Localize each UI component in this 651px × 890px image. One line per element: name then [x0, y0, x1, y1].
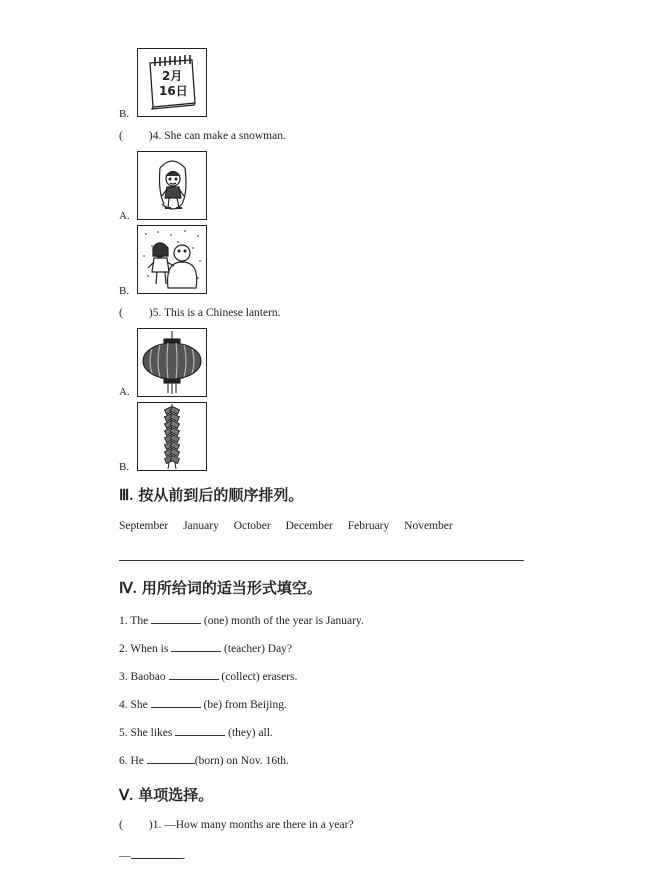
fill-item-before: 1. The — [119, 615, 149, 627]
question-text: She can make a snowman. — [164, 130, 286, 142]
month-word: December — [285, 520, 333, 532]
fill-item-4 — [119, 697, 287, 711]
month-word: September — [119, 520, 169, 532]
fill-blank[interactable] — [151, 697, 201, 708]
ordering-answer-line[interactable] — [119, 560, 524, 561]
answer-end: . — [182, 850, 186, 862]
q4-option-b-label: B. — [119, 285, 130, 297]
fill-item-before: 2. When is — [119, 643, 169, 655]
q5-option-b-label: B. — [119, 461, 130, 473]
girl-skipping-rope-icon — [138, 152, 206, 219]
month-word: October — [233, 520, 271, 532]
question-text: —How many months are there in a year? — [164, 819, 354, 831]
fill-item-after: (they) all. — [228, 727, 273, 739]
section-3-title: 按从前到后的顺序排列。 — [138, 486, 304, 504]
fill-item-after: (one) month of the year is January. — [203, 615, 364, 627]
q4-option-a-label: A. — [119, 210, 130, 222]
answer-dash: — — [119, 850, 131, 862]
fill-item-after: (collect) erasers. — [221, 671, 298, 683]
question-number: 5. — [152, 307, 162, 319]
section-3-numeral: Ⅲ. — [119, 488, 134, 504]
q3-option-b-label: B. — [119, 108, 130, 120]
q5-option-b-picture — [137, 402, 207, 471]
section-4-numeral: Ⅳ. — [119, 581, 137, 597]
fill-item-before: 6. He — [119, 755, 144, 767]
answer-paren-close: ) — [148, 307, 153, 319]
answer-line — [119, 848, 185, 862]
fill-item-after: (be) from Beijing. — [203, 699, 287, 711]
question-number: 1. — [152, 819, 162, 831]
fill-item-5 — [119, 725, 273, 739]
fill-item-before: 5. She likes — [119, 727, 173, 739]
fill-blank[interactable] — [147, 753, 195, 764]
q5-option-a-picture — [137, 328, 207, 397]
section-3-heading — [119, 484, 303, 505]
fill-blank[interactable] — [169, 669, 219, 680]
calendar-day: 16日 — [159, 84, 188, 98]
girl-with-snowman-icon — [138, 226, 206, 293]
fill-item-before: 4. She — [119, 699, 148, 711]
fill-blank[interactable] — [175, 725, 225, 736]
calendar-month: 2月 — [162, 69, 183, 83]
calendar-picture — [137, 48, 207, 117]
fill-item-after: (teacher) Day? — [224, 643, 293, 655]
section-5-title: 单项选择。 — [138, 786, 214, 804]
choice-question-1 — [119, 819, 354, 831]
answer-paren-close: ) — [148, 819, 153, 831]
answer-paren-close: ) — [148, 130, 153, 142]
fill-blank[interactable] — [171, 641, 221, 652]
month-word-list — [119, 520, 453, 532]
section-4-heading — [119, 577, 322, 598]
month-word: November — [404, 520, 453, 532]
q4-option-a-picture — [137, 151, 207, 220]
fill-item-6 — [119, 753, 289, 767]
q4-option-b-picture — [137, 225, 207, 294]
fill-item-before: 3. Baobao — [119, 671, 166, 683]
chinese-lantern-icon — [138, 329, 206, 396]
answer-paren-open: ( — [119, 307, 123, 319]
question-number: 4. — [152, 130, 162, 142]
question-4 — [119, 130, 286, 142]
question-text: This is a Chinese lantern. — [163, 307, 281, 319]
q5-option-a-label: A. — [119, 386, 130, 398]
section-5-numeral: Ⅴ. — [119, 788, 134, 804]
question-5 — [119, 307, 281, 319]
fill-item-2 — [119, 641, 292, 655]
month-word: January — [183, 520, 219, 532]
answer-blank-line[interactable] — [131, 848, 183, 859]
fill-item-3 — [119, 669, 297, 683]
section-4-title: 用所给词的适当形式填空。 — [141, 579, 322, 597]
answer-paren-open: ( — [119, 819, 123, 831]
firecrackers-icon — [138, 403, 206, 470]
answer-paren-open: ( — [119, 130, 123, 142]
fill-blank[interactable] — [151, 613, 201, 624]
month-word: February — [347, 520, 390, 532]
section-5-heading — [119, 784, 213, 805]
fill-item-after: (born) on Nov. 16th. — [194, 755, 289, 767]
fill-item-1 — [119, 613, 364, 627]
